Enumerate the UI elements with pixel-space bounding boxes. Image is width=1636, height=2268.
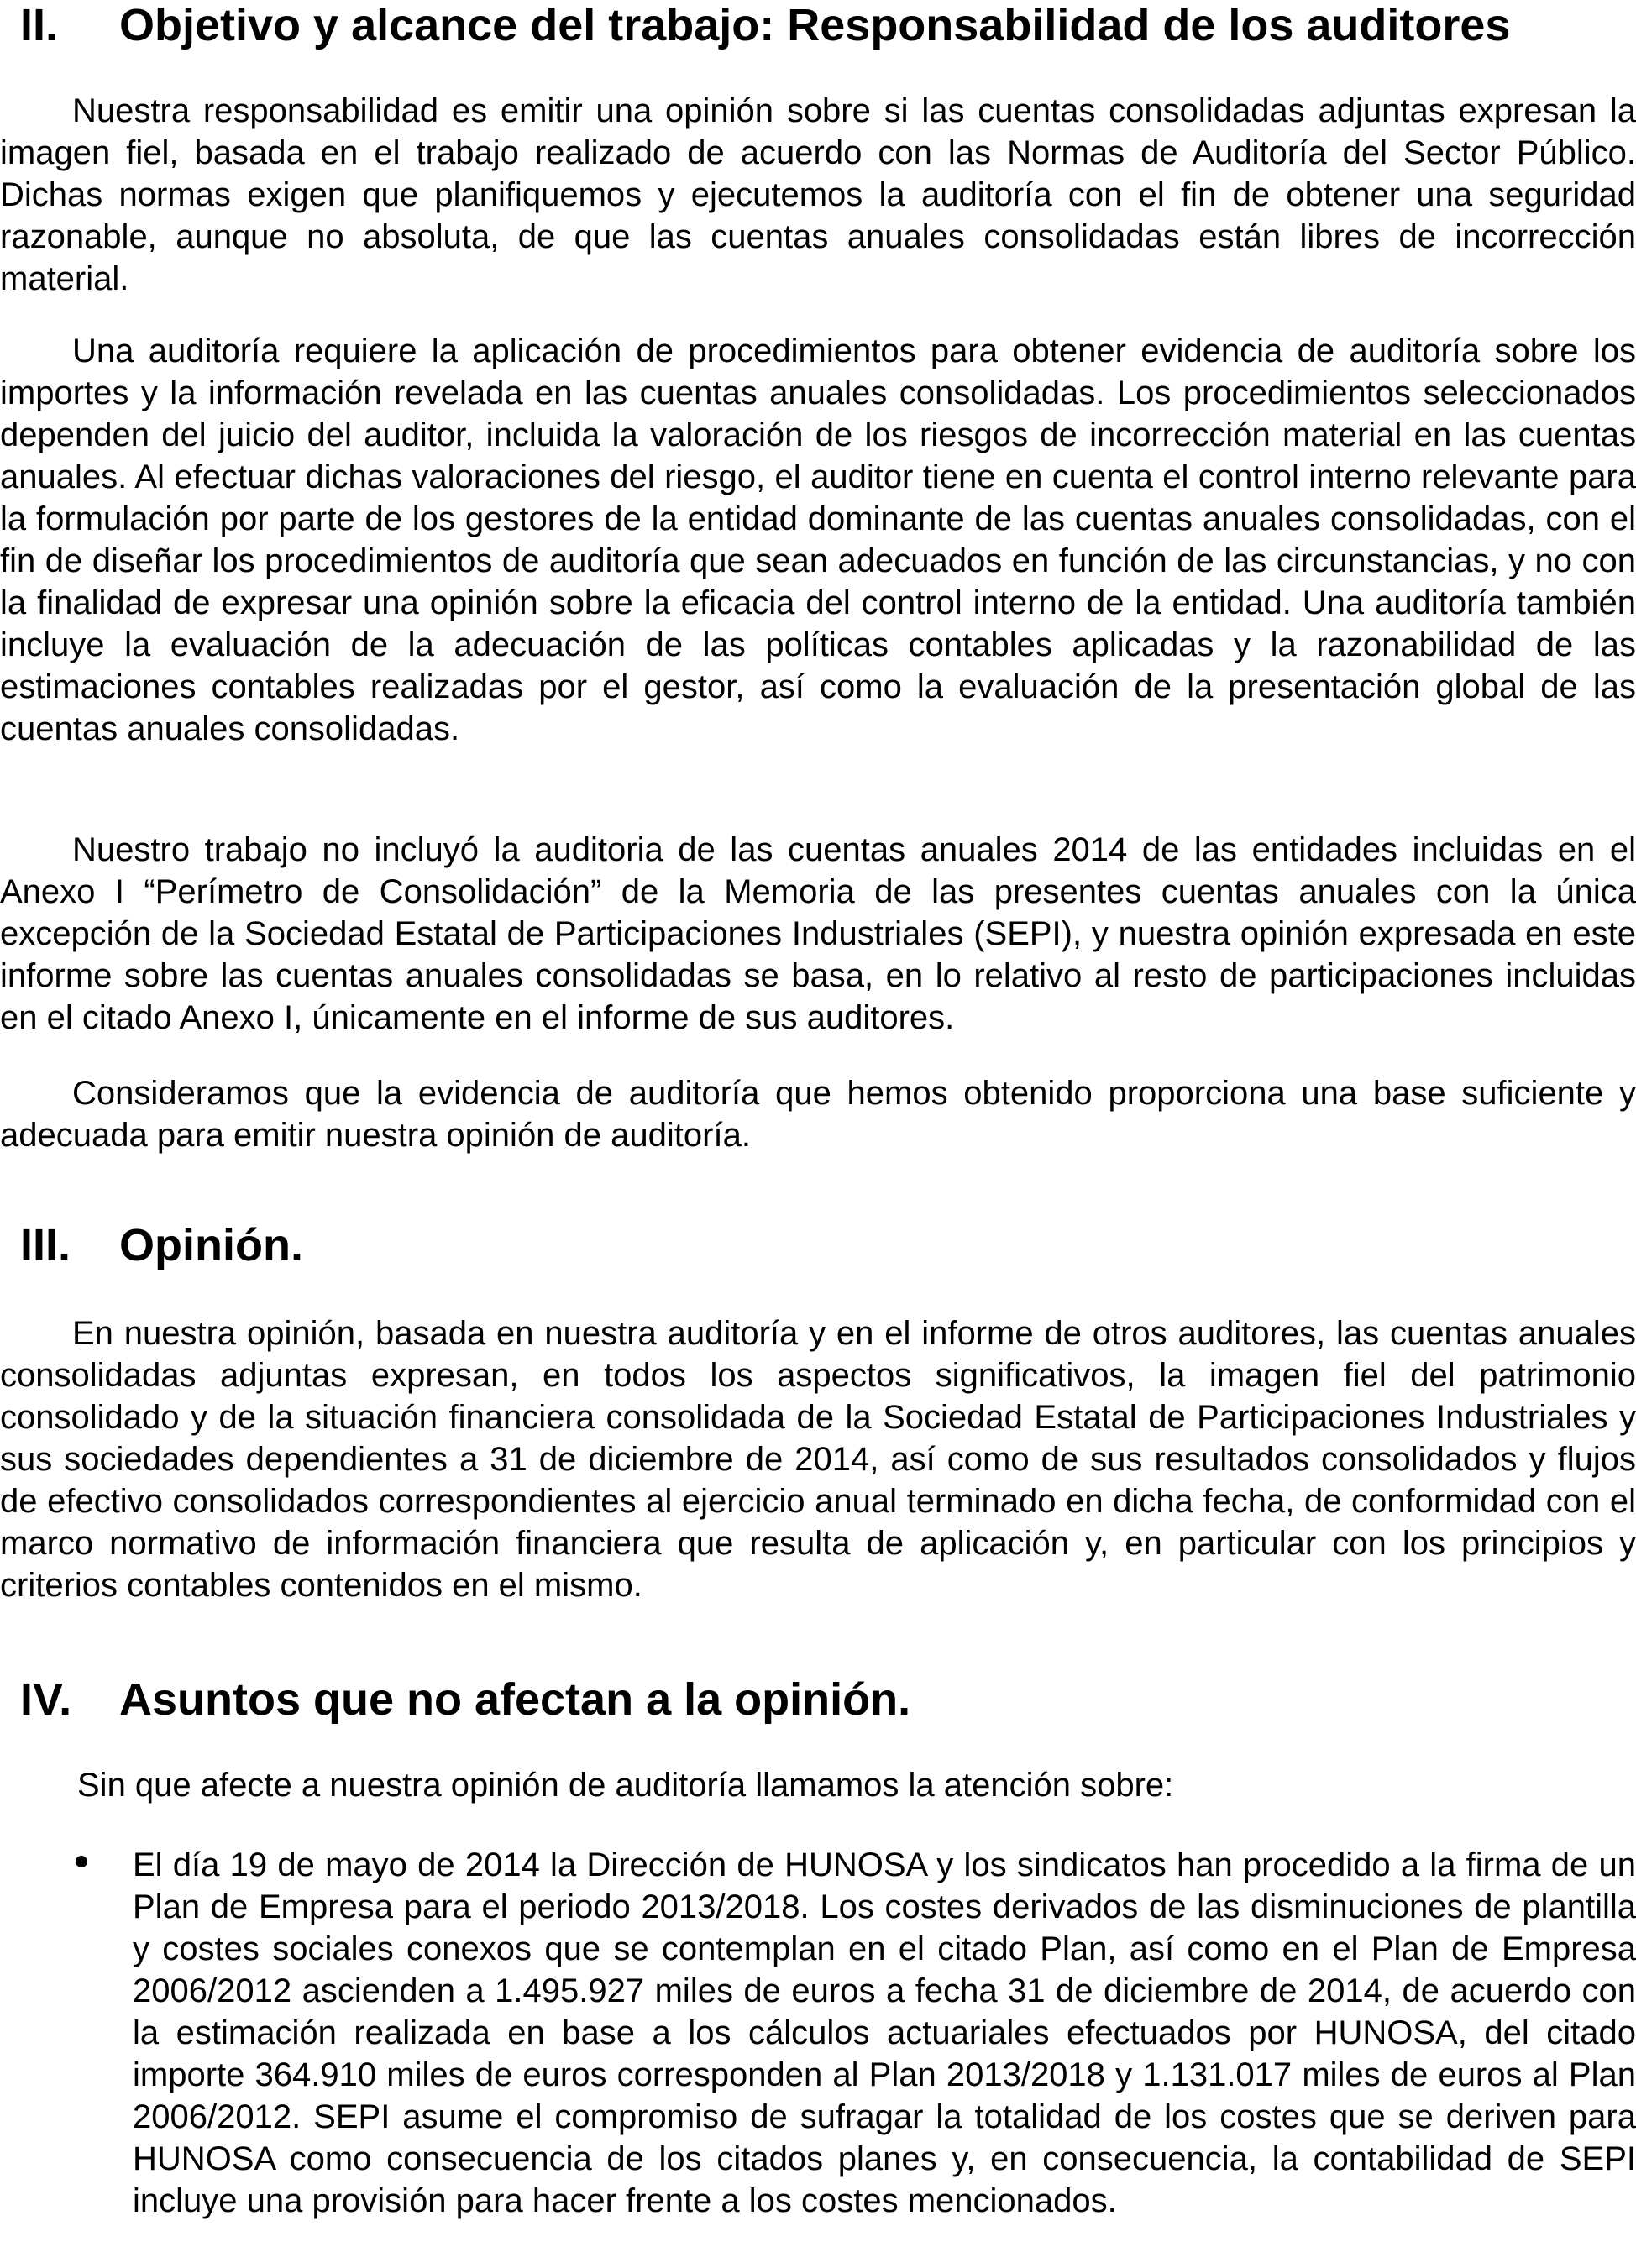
section-iv-lead: Sin que afecte a nuestra opinión de auditoría llamamos la atención sobre: [77,1767,1174,1804]
section-iii-heading [0,1220,303,1270]
section-iv-title: Asuntos que no afectan a la opinión. [119,1674,911,1725]
section-iii-number: III. [20,1220,71,1270]
section-iv-number: IV. [20,1674,72,1725]
section-ii-title: Objetivo y alcance del trabajo: Responsabilidad de los auditores [119,0,1511,50]
section-ii-number: II. [20,0,59,50]
section-ii-heading [0,0,1510,50]
section-ii-paragraph-4: Consideramos que la evidencia de auditoría que hemos obtenido proporciona una base suficiente y adecuada para emitir nuestra opinión de auditoría. [0,1075,1636,1154]
bullet-dot-icon [76,1856,87,1867]
section-iv-bullet-text: El día 19 de mayo de 2014 la Dirección de HUNOSA y los sindicatos han procedido a la firma de un Plan de Empresa para el periodo 2013/2018. Los costes derivados de las disminuciones de plantilla y costes sociales conexos que se contemplan en el citado Plan, así como en el Plan de Empresa 2006/2012 ascienden a 1.495.927 miles de euros a fecha 31 de diciembre de 2014, de acuerdo con la estimación realizada en base a los cálculos actuariales efectuados por HUNOSA, del citado importe 364.910 miles de euros corresponden al Plan 2013/2018 y 1.131.017 miles de euros al Plan 2006/2012. SEPI asume el compromiso de sufragar la totalidad de los costes que se deriven para HUNOSA como consecuencia de los citados planes y, en consecuencia, la contabilidad de SEPI incluye una provisión para hacer frente a los costes mencionados. [133,1846,1636,2219]
section-ii-paragraph-3: Nuestro trabajo no incluyó la auditoria de las cuentas anuales 2014 de las entidades incluidas en el Anexo I “Perímetro de Consolidación” de la Memoria de las presentes cuentas anuales con la única excepción de la Sociedad Estatal de Participaciones Industriales (SEPI), y nuestra opinión expresada en este informe sobre las cuentas anuales consolidadas se basa, en lo relativo al resto de participaciones incluidas en el citado Anexo I, únicamente en el informe de sus auditores. [0,831,1636,1036]
section-ii-paragraph-1: Nuestra responsabilidad es emitir una opinión sobre si las cuentas consolidadas adjuntas expresan la imagen fiel, basada en el trabajo realizado de acuerdo con las Normas de Auditoría del Sector Público. Dichas normas exigen que planifiquemos y ejecutemos la auditoría con el fin de obtener una seguridad razonable, aunque no absoluta, de que las cuentas anuales consolidadas están libres de incorrección material. [0,92,1636,297]
section-iv-heading [0,1674,910,1725]
section-iii-title: Opinión. [119,1220,303,1270]
section-ii-paragraph-2: Una auditoría requiere la aplicación de procedimientos para obtener evidencia de auditoría sobre los importes y la información revelada en las cuentas anuales consolidadas. Los procedimientos seleccionados dependen del juicio del auditor, incluida la valoración de los riesgos de incorrección material en las cuentas anuales. Al efectuar dichas valoraciones del riesgo, el auditor tiene en cuenta el control interno relevante para la formulación por parte de los gestores de la entidad dominante de las cuentas anuales consolidadas, con el fin de diseñar los procedimientos de auditoría que sean adecuados en función de las circunstancias, y no con la finalidad de expresar una opinión sobre la eficacia del control interno de la entidad. Una auditoría también incluye la evaluación de la adecuación de las políticas contables aplicadas y la razonabilidad de las estimaciones contables realizadas por el gestor, así como la evaluación de la presentación global de las cuentas anuales consolidadas. [0,333,1636,747]
section-iii-paragraph-1: En nuestra opinión, basada en nuestra auditoría y en el informe de otros auditores, las cuentas anuales consolidadas adjuntas expresan, en todos los aspectos significativos, la imagen fiel del patrimonio consolidado y de la situación financiera consolidada de la Sociedad Estatal de Participaciones Industriales y sus sociedades dependientes a 31 de diciembre de 2014, así como de sus resultados consolidados y flujos de efectivo consolidados correspondientes al ejercicio anual terminado en dicha fecha, de conformidad con el marco normativo de información financiera que resulta de aplicación y, en particular con los principios y criterios contables contenidos en el mismo. [0,1315,1636,1604]
